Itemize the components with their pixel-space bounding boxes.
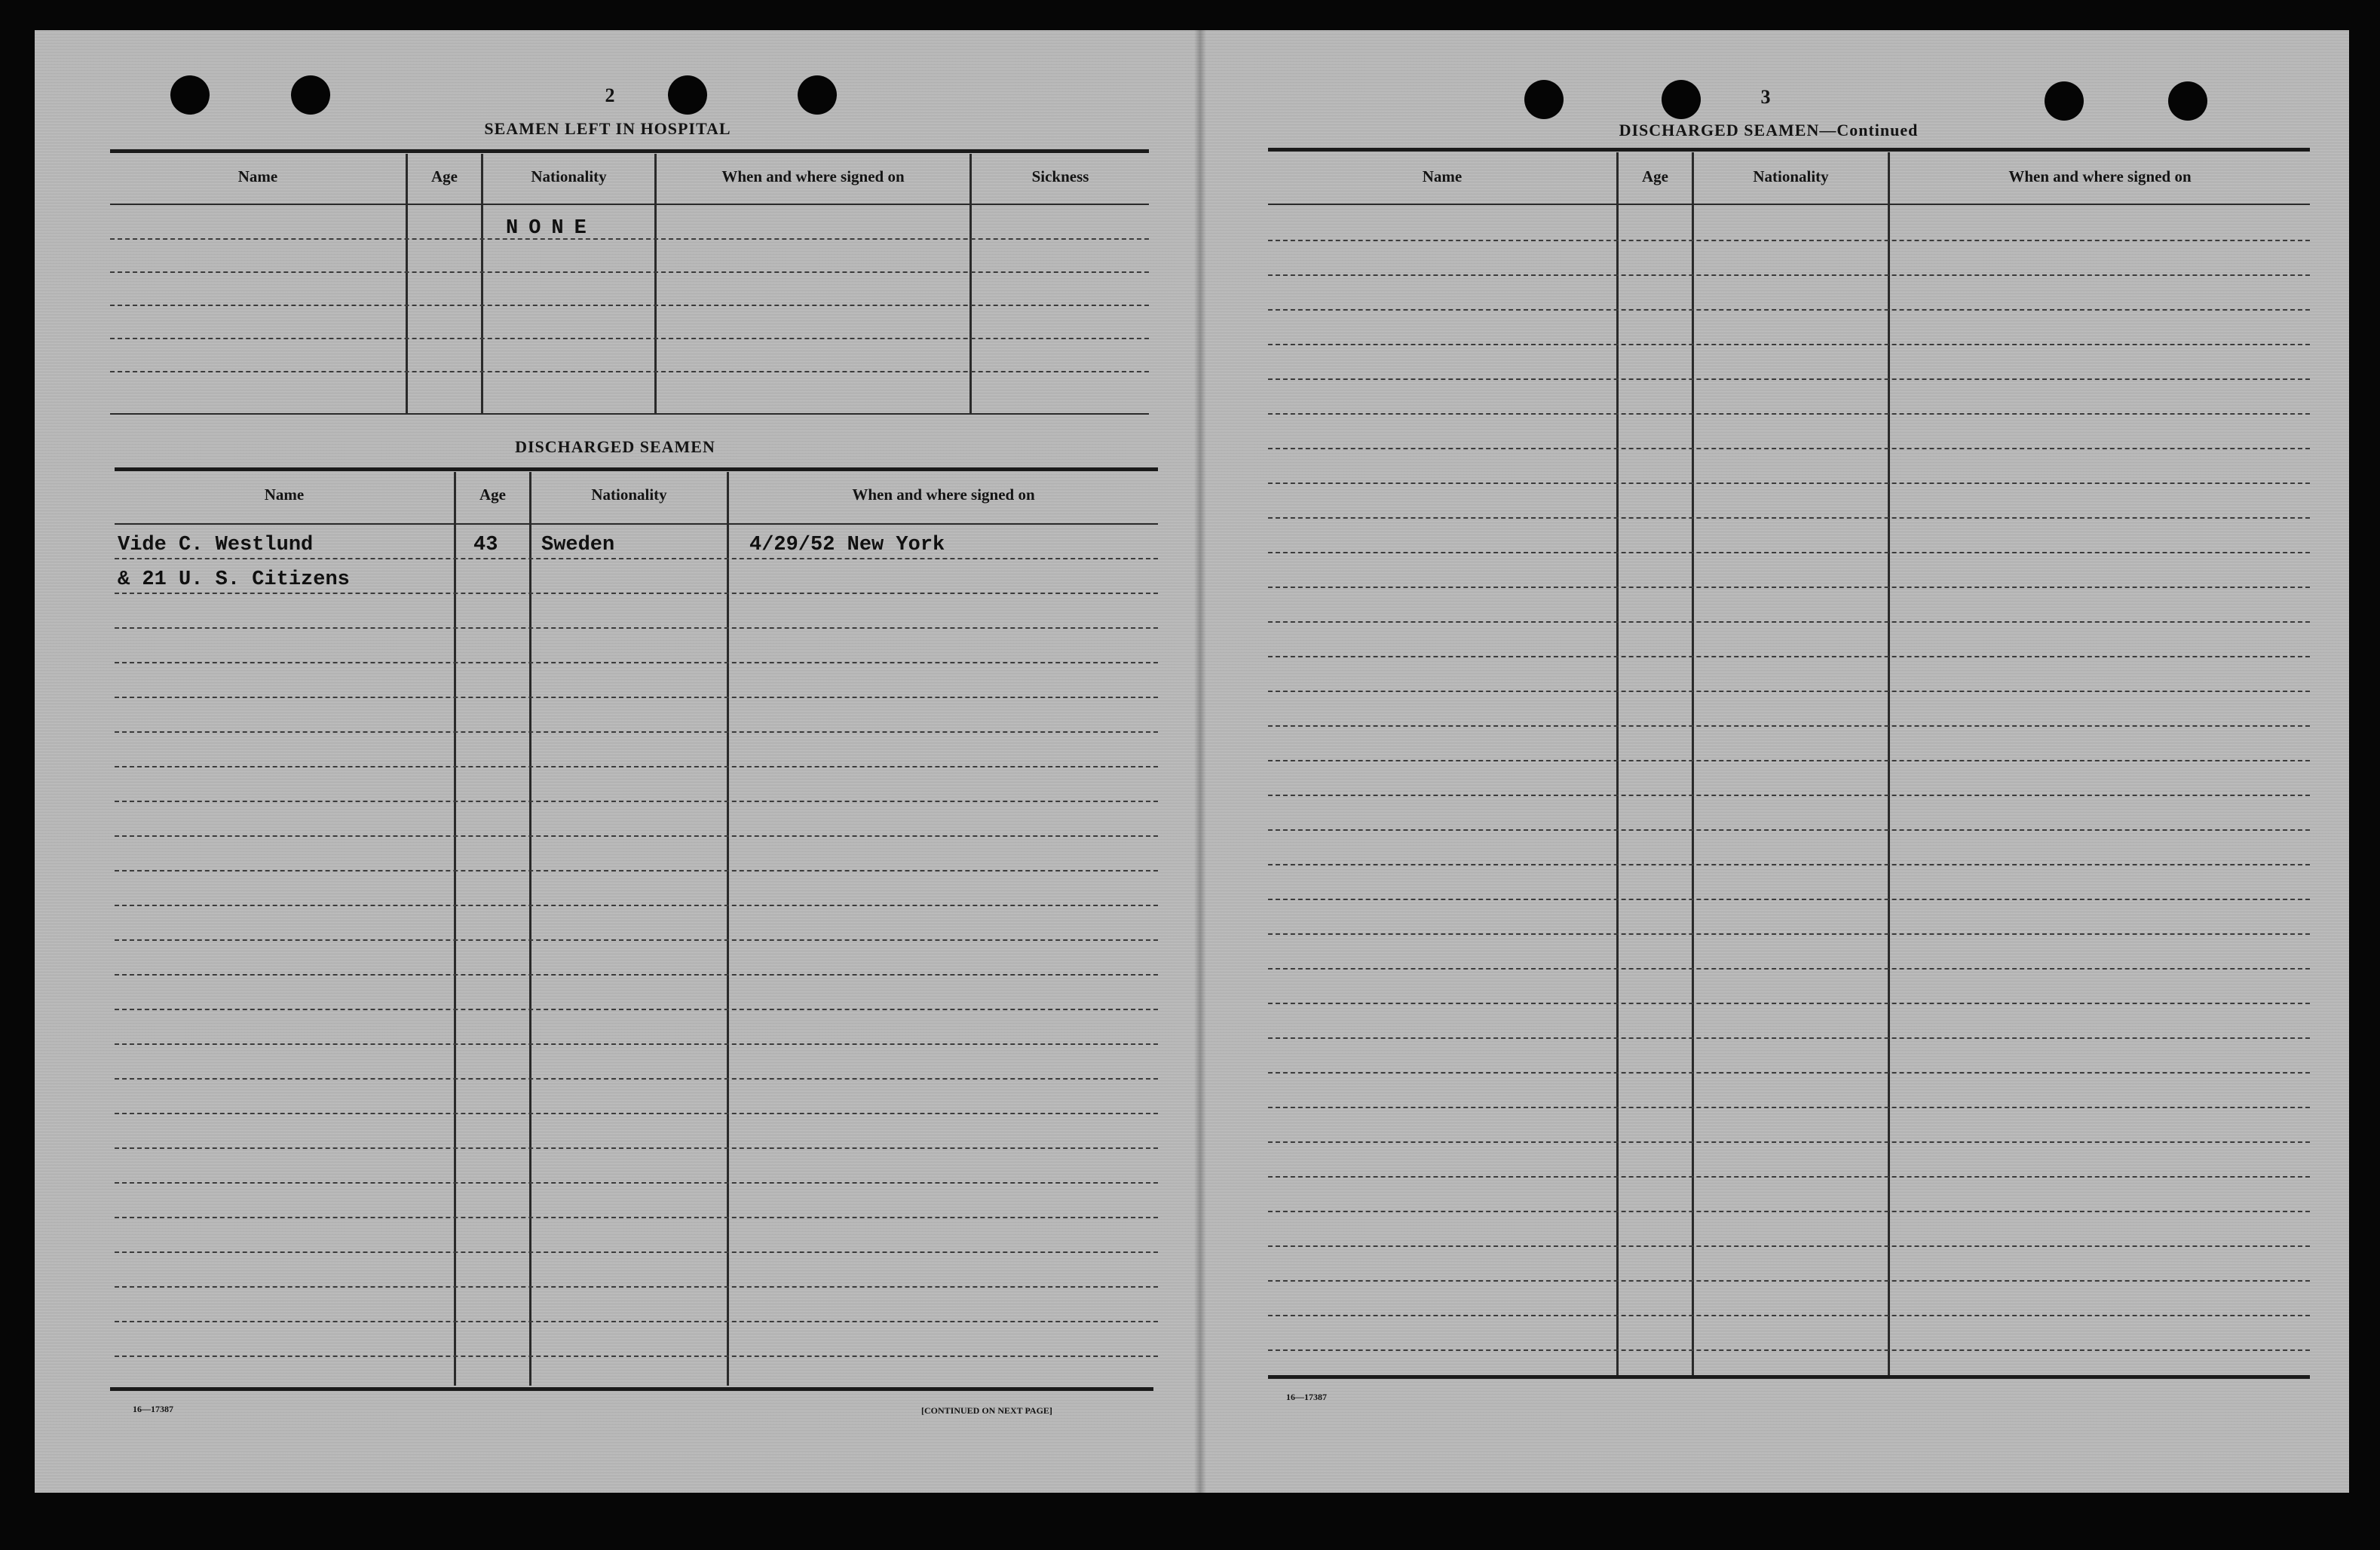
ruled-line — [1268, 587, 2310, 588]
seaman-name: & 21 U. S. Citizens — [118, 568, 350, 591]
hospital-col-sickness: Sickness — [1031, 167, 1089, 185]
form-number-right: 16—17387 — [1286, 1392, 1327, 1402]
discharged-bottom-rule — [110, 1387, 1153, 1391]
ruled-line — [1268, 1003, 2310, 1004]
ruled-line — [115, 1251, 1158, 1253]
ruled-line — [1268, 621, 2310, 623]
ruled-line — [1268, 517, 2310, 519]
continued-section-title: DISCHARGED SEAMEN—Continued — [1619, 121, 1919, 139]
ruled-line — [1268, 552, 2310, 553]
ruled-line — [115, 731, 1158, 733]
column-divider — [654, 154, 657, 415]
ruled-line — [115, 801, 1158, 802]
column-divider — [969, 154, 972, 415]
ruled-line — [1268, 864, 2310, 865]
page-fold — [1194, 30, 1206, 1493]
ruled-line — [1268, 1315, 2310, 1316]
ruled-line — [115, 1147, 1158, 1149]
ruled-line — [1268, 344, 2310, 345]
ruled-line — [1268, 309, 2310, 311]
right-bottom-rule — [1268, 1375, 2310, 1379]
ruled-line — [1268, 1107, 2310, 1108]
ruled-line — [115, 627, 1158, 629]
hospital-col-age: Age — [431, 167, 458, 185]
ruled-line — [1268, 760, 2310, 761]
ruled-line — [1268, 1349, 2310, 1351]
hospital-row-line — [110, 371, 1149, 372]
continued-note: [CONTINUED ON NEXT PAGE] — [921, 1405, 1052, 1416]
ruled-line — [1268, 1211, 2310, 1212]
hospital-row-line — [110, 271, 1149, 273]
ruled-line — [115, 1043, 1158, 1045]
form-number-left: 16—17387 — [133, 1404, 173, 1414]
ruled-line — [1268, 1280, 2310, 1282]
hospital-entry-none: NONE — [506, 217, 597, 240]
discharged-section-title: DISCHARGED SEAMEN — [515, 437, 715, 456]
ruled-line — [1268, 378, 2310, 380]
ruled-line — [115, 1321, 1158, 1322]
ruled-line — [115, 870, 1158, 871]
ruled-line — [115, 905, 1158, 906]
ruled-line — [115, 835, 1158, 837]
ruled-line — [1268, 933, 2310, 935]
discharged-col-name: Name — [264, 486, 305, 504]
ruled-line — [1268, 1176, 2310, 1178]
right-col-name: Name — [1422, 167, 1463, 185]
ruled-line — [115, 558, 1158, 559]
right-header-rule — [1268, 204, 2310, 205]
ruled-line — [115, 1217, 1158, 1218]
column-divider — [1692, 152, 1694, 1375]
column-divider — [1888, 152, 1890, 1375]
column-divider — [529, 472, 531, 1386]
ruled-line — [115, 593, 1158, 594]
hospital-bottom-rule — [110, 413, 1149, 415]
seaman-name: Vide C. Westlund — [118, 534, 314, 556]
ruled-line — [1268, 413, 2310, 415]
ruled-line — [1268, 725, 2310, 727]
column-divider — [454, 472, 456, 1386]
hospital-col-signed-on: When and where signed on — [721, 167, 905, 185]
ruled-line — [1268, 968, 2310, 970]
punch-hole — [668, 75, 707, 115]
hospital-row-line — [110, 338, 1149, 339]
ruled-line — [1268, 691, 2310, 692]
hospital-header-rule — [110, 204, 1149, 205]
ruled-line — [115, 766, 1158, 767]
ruled-line — [115, 939, 1158, 941]
punch-hole — [1524, 80, 1564, 119]
right-col-signed-on: When and where signed on — [2008, 167, 2192, 185]
right-col-nationality: Nationality — [1753, 167, 1829, 185]
ruled-line — [115, 697, 1158, 698]
hospital-row-line — [110, 305, 1149, 306]
seaman-signed-on: 4/29/52 New York — [749, 534, 945, 556]
ruled-line — [115, 662, 1158, 663]
ruled-line — [115, 1355, 1158, 1357]
ruled-line — [1268, 448, 2310, 449]
hospital-row-line — [110, 238, 1149, 240]
hospital-top-rule — [110, 149, 1149, 153]
column-divider — [1616, 152, 1619, 1375]
punch-hole — [2168, 81, 2207, 121]
hospital-col-name: Name — [237, 167, 278, 185]
punch-hole — [291, 75, 330, 115]
seaman-age: 43 — [473, 534, 498, 556]
punch-hole — [1662, 80, 1701, 119]
right-top-rule — [1268, 148, 2310, 152]
punch-hole — [798, 75, 837, 115]
ruled-line — [115, 1009, 1158, 1010]
page-number-left: 2 — [605, 84, 615, 106]
seaman-nationality: Sweden — [541, 534, 615, 556]
hospital-section-title: SEAMEN LEFT IN HOSPITAL — [484, 119, 731, 138]
ruled-line — [115, 1182, 1158, 1184]
right-col-age: Age — [1642, 167, 1668, 185]
ruled-line — [1268, 829, 2310, 831]
discharged-col-signed-on: When and where signed on — [852, 486, 1035, 504]
ruled-line — [1268, 899, 2310, 900]
ruled-line — [1268, 482, 2310, 484]
ruled-line — [1268, 1245, 2310, 1247]
column-divider — [406, 154, 408, 415]
discharged-col-nationality: Nationality — [591, 486, 667, 504]
ruled-line — [1268, 1141, 2310, 1143]
punch-hole — [170, 75, 210, 115]
ruled-line — [115, 1113, 1158, 1114]
ruled-line — [1268, 274, 2310, 276]
ruled-line — [1268, 1072, 2310, 1074]
column-divider — [481, 154, 483, 415]
ruled-line — [115, 1286, 1158, 1288]
column-divider — [727, 472, 729, 1386]
ruled-line — [115, 974, 1158, 976]
ruled-line — [1268, 656, 2310, 657]
page-number-right: 3 — [1760, 86, 1771, 108]
ruled-line — [115, 1078, 1158, 1080]
ruled-line — [1268, 795, 2310, 796]
punch-hole — [2045, 81, 2084, 121]
discharged-col-age: Age — [479, 486, 506, 504]
ruled-line — [1268, 240, 2310, 241]
ruled-line — [1268, 1037, 2310, 1039]
discharged-top-rule — [115, 467, 1158, 471]
discharged-header-rule — [115, 523, 1158, 525]
hospital-col-nationality: Nationality — [531, 167, 607, 185]
document-sheet — [35, 30, 2349, 1493]
